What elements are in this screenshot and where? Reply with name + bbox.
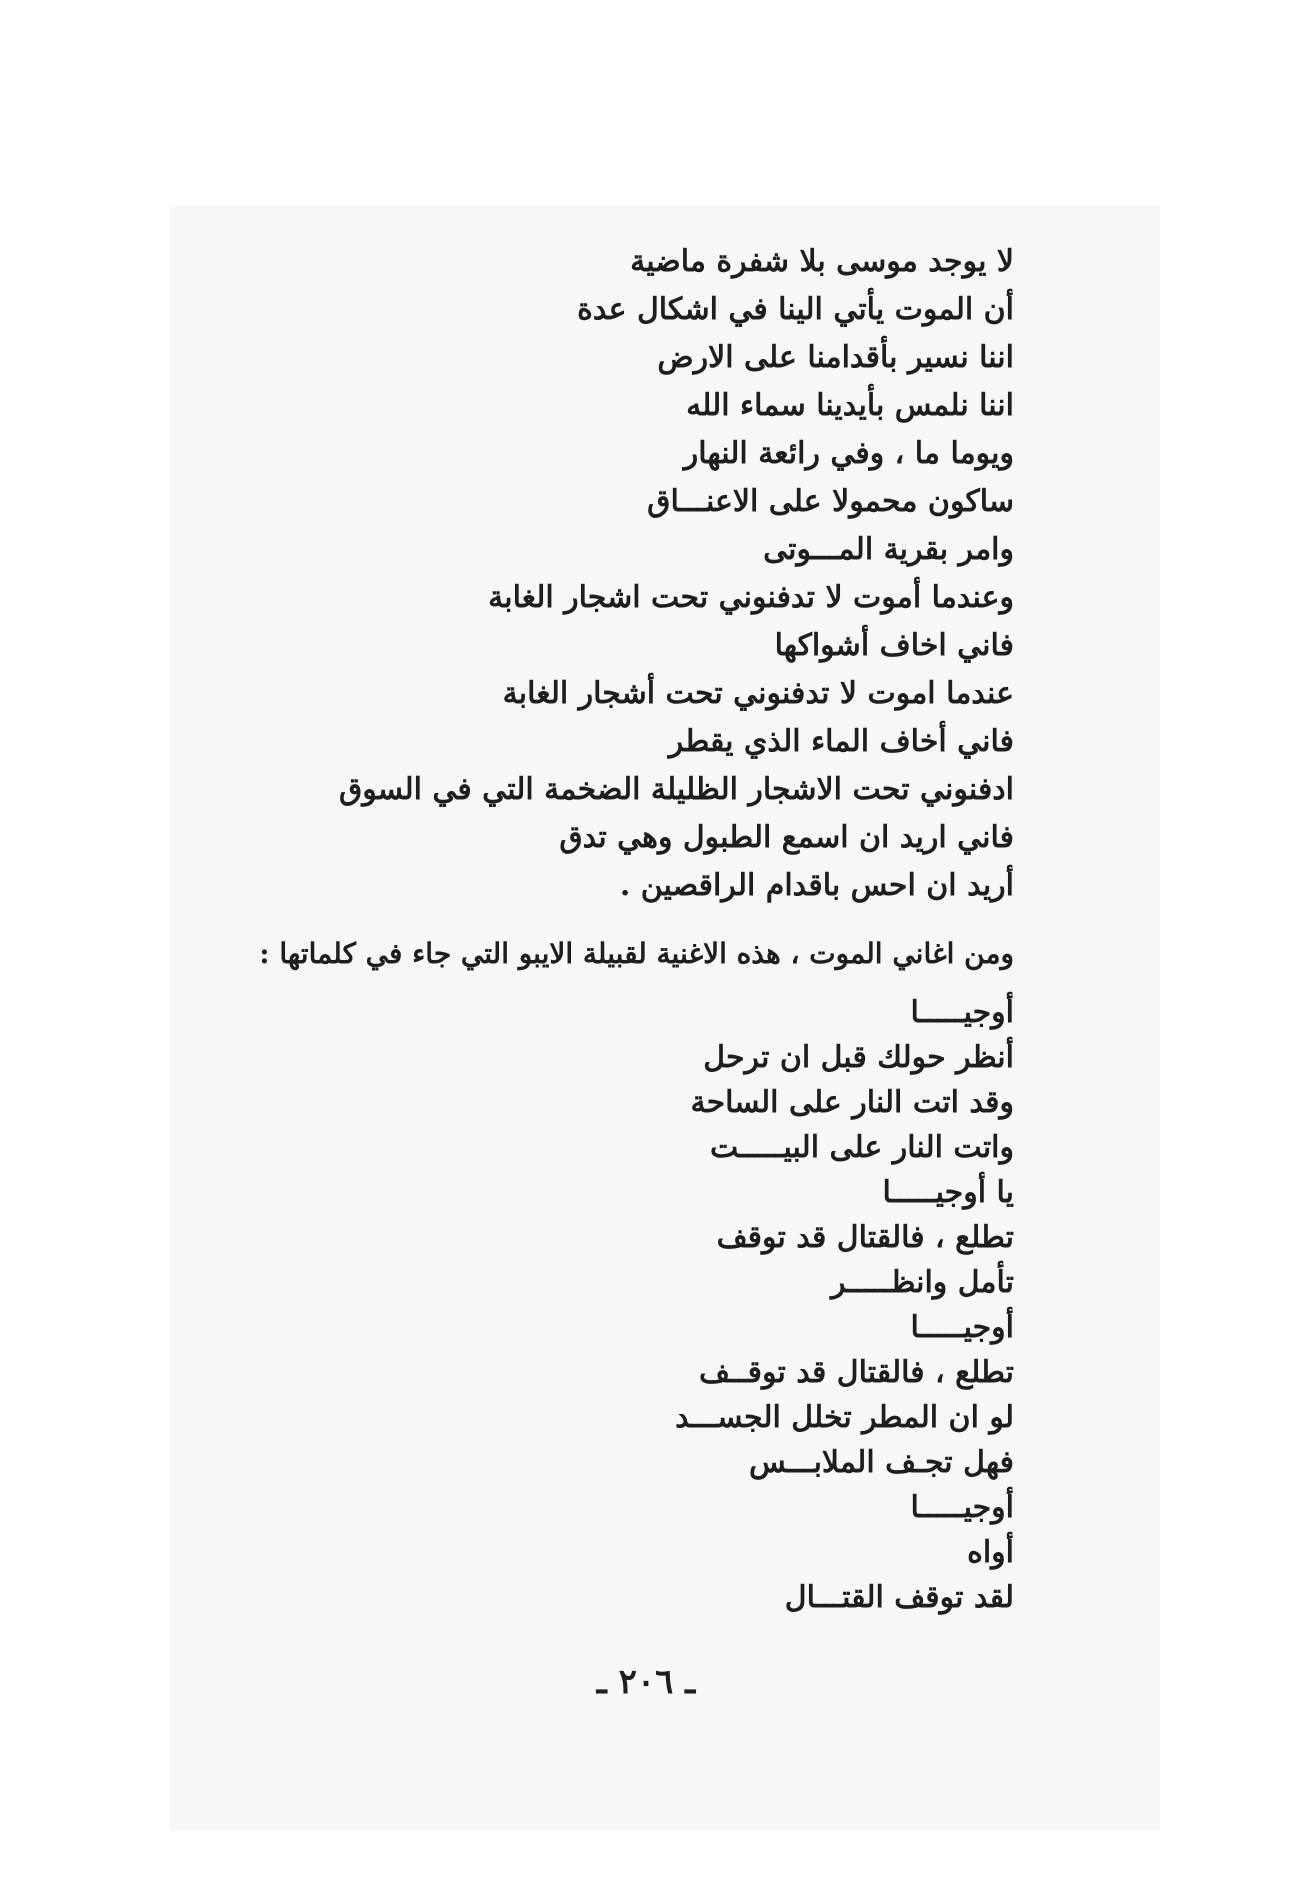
song-line: أنظر حولك قبل ان ترحل	[703, 1040, 1014, 1075]
page-number: ـ ٢٠٦ ـ	[596, 1662, 696, 1702]
song-line: تطلع ، فالقتال قد توقف	[716, 1220, 1014, 1255]
song-line: أوجيـــــا	[910, 995, 1014, 1030]
song-line: واتت النار على البيـــــت	[710, 1130, 1014, 1165]
song-line: تأمل وانظـــــر	[830, 1265, 1014, 1300]
song-line: تطلع ، فالقتال قد توقــف	[698, 1355, 1014, 1390]
poem-line: اننا نلمس بأيدينا سماء الله	[686, 388, 1014, 423]
page-body	[230, 238, 1014, 1620]
song-line: أواه	[967, 1535, 1014, 1570]
poem-line: ادفنوني تحت الاشجار الظليلة الضخمة التي في السوق	[338, 772, 1014, 807]
poem-line: فاني اخاف أشواكها	[774, 628, 1014, 663]
song-line: لو ان المطر تخلل الجســـد	[675, 1400, 1014, 1435]
song-line: فهل تجـف الملابـــس	[748, 1445, 1014, 1480]
poem-line: وعندما أموت لا تدفنوني تحت اشجار الغابة	[488, 580, 1014, 615]
poem-line: أن الموت يأتي الينا في اشكال عدة	[577, 292, 1014, 327]
song-line: وقد اتت النار على الساحة	[690, 1085, 1014, 1120]
poem-line: عندما اموت لا تدفنوني تحت أشجار الغابة	[502, 676, 1014, 711]
poem-line: ويوما ما ، وفي رائعة النهار	[683, 436, 1014, 471]
poem-line: اننا نسير بأقدامنا على الارض	[657, 340, 1014, 375]
song-line: أوجيـــــا	[910, 1490, 1014, 1525]
song-line: لقد توقف القتـــال	[784, 1580, 1014, 1615]
poem-line: فاني اريد ان اسمع الطبول وهي تدق	[559, 820, 1014, 855]
poem-line: فاني أخاف الماء الذي يقطر	[668, 724, 1014, 759]
poem-line: وامر بقرية المـــوتى	[763, 532, 1014, 567]
song-line: أوجيـــــا	[910, 1310, 1014, 1345]
poem-igbo-song	[230, 990, 1014, 1620]
song-introduction: ومن اغاني الموت ، هذه الاغنية لقبيلة الايبو التي جاء في كلماتها :	[259, 937, 1014, 970]
poem-first-stanza	[230, 238, 1014, 910]
song-line: يا أوجيـــــا	[882, 1175, 1014, 1210]
poem-line: لا يوجد موسى بلا شفرة ماضية	[630, 244, 1014, 279]
poem-line: أريد ان احس باقدام الراقصين .	[619, 868, 1014, 903]
poem-line: ساكون محمولا على الاعنـــاق	[647, 484, 1014, 519]
